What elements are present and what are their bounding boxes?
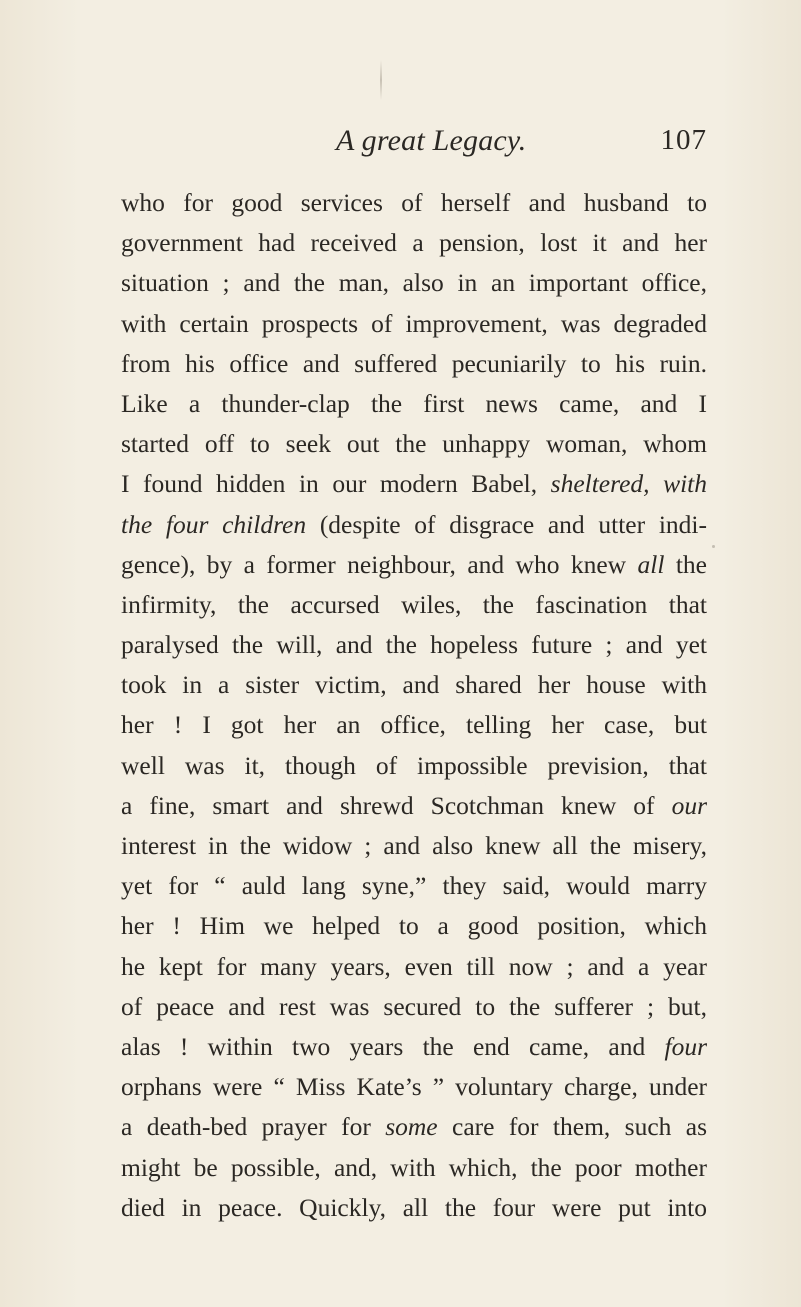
- text-segment: took in a sister victim, and shared her house with: [121, 670, 707, 700]
- text-segment: situation ; and the man, also in an important office,: [121, 268, 707, 298]
- text-segment: infirmity, the accursed wiles, the fascination that: [121, 589, 707, 619]
- text-line: [121, 705, 707, 745]
- text-line: [121, 746, 707, 786]
- text-segment: her ! I got her an office, telling her case, but: [121, 710, 707, 740]
- text-segment: with certain prospects of improvement, was degraded: [121, 308, 707, 338]
- text-line: [121, 384, 707, 424]
- text-line: [121, 987, 707, 1027]
- text-segment: (despite of disgrace and utter indi-: [306, 509, 707, 539]
- text-line: [121, 464, 707, 504]
- text-line: [121, 906, 707, 946]
- text-line: [121, 223, 707, 263]
- text-line: [121, 1107, 707, 1147]
- text-line: [121, 263, 707, 303]
- text-segment: started off to seek out the unhappy woman, whom: [121, 429, 707, 459]
- text-line: [121, 424, 707, 464]
- text-line: [121, 585, 707, 625]
- text-line: [121, 625, 707, 665]
- text-segment: care for them, such as: [437, 1112, 707, 1142]
- body-text: [121, 183, 707, 1228]
- italic-text-segment: some: [385, 1112, 438, 1142]
- text-segment: well was it, though of impossible prevision, that: [121, 750, 707, 780]
- text-segment: interest in the widow ; and also knew all the misery,: [121, 831, 707, 860]
- text-line: [121, 183, 707, 223]
- text-line: [121, 1027, 707, 1067]
- text-segment: a fine, smart and shrewd Scotchman knew of: [121, 790, 672, 820]
- text-line: [121, 545, 707, 585]
- text-segment: died in peace. Quickly, all the four were put into: [121, 1192, 707, 1222]
- text-line: [121, 786, 707, 826]
- running-header: [121, 120, 707, 160]
- ink-mark: [380, 60, 382, 100]
- text-segment: alas ! within two years the end came, and: [121, 1031, 665, 1061]
- text-segment: orphans were “ Miss Kate’s ” voluntary charge, under: [121, 1072, 707, 1102]
- text-segment: gence), by a former neighbour, and who knew: [121, 549, 638, 579]
- text-line: [121, 344, 707, 384]
- italic-text-segment: the four children: [121, 509, 307, 539]
- text-segment: Like a thunder-clap the first news came, and I: [121, 388, 707, 418]
- text-segment: government had received a pension, lost it and her: [121, 228, 707, 258]
- text-segment: the: [664, 549, 707, 579]
- text-line: [121, 1148, 707, 1188]
- text-segment: a death-bed prayer for: [121, 1112, 386, 1142]
- text-segment: her ! Him we helped to a good position, which: [121, 911, 707, 941]
- text-segment: paralysed the will, and the hopeless future ; and yet: [121, 630, 707, 660]
- italic-text-segment: sheltered, with: [550, 469, 707, 499]
- running-title: A great Legacy.: [336, 124, 527, 157]
- text-segment: yet for “ auld lang syne,” they said, would marry: [121, 871, 707, 901]
- text-segment: who for good services of herself and husband to: [121, 188, 707, 217]
- page-number: 107: [660, 124, 707, 156]
- text-line: [121, 1067, 707, 1107]
- text-line: [121, 826, 707, 866]
- text-line: [121, 947, 707, 987]
- text-line: [121, 505, 707, 545]
- text-segment: he kept for many years, even till now ; and a year: [121, 951, 707, 981]
- paper-speck: [712, 545, 715, 548]
- text-line: [121, 304, 707, 344]
- italic-text-segment: four: [664, 1031, 707, 1061]
- text-line: [121, 1188, 707, 1228]
- text-line: [121, 866, 707, 906]
- text-segment: of peace and rest was secured to the sufferer ; but,: [121, 991, 707, 1021]
- text-segment: I found hidden in our modern Babel,: [121, 469, 551, 499]
- text-line: [121, 665, 707, 705]
- italic-text-segment: our: [671, 790, 707, 820]
- italic-text-segment: all: [637, 549, 665, 579]
- text-segment: might be possible, and, with which, the poor mother: [121, 1152, 707, 1182]
- text-segment: from his office and suffered pecuniarily to his ruin.: [121, 348, 707, 378]
